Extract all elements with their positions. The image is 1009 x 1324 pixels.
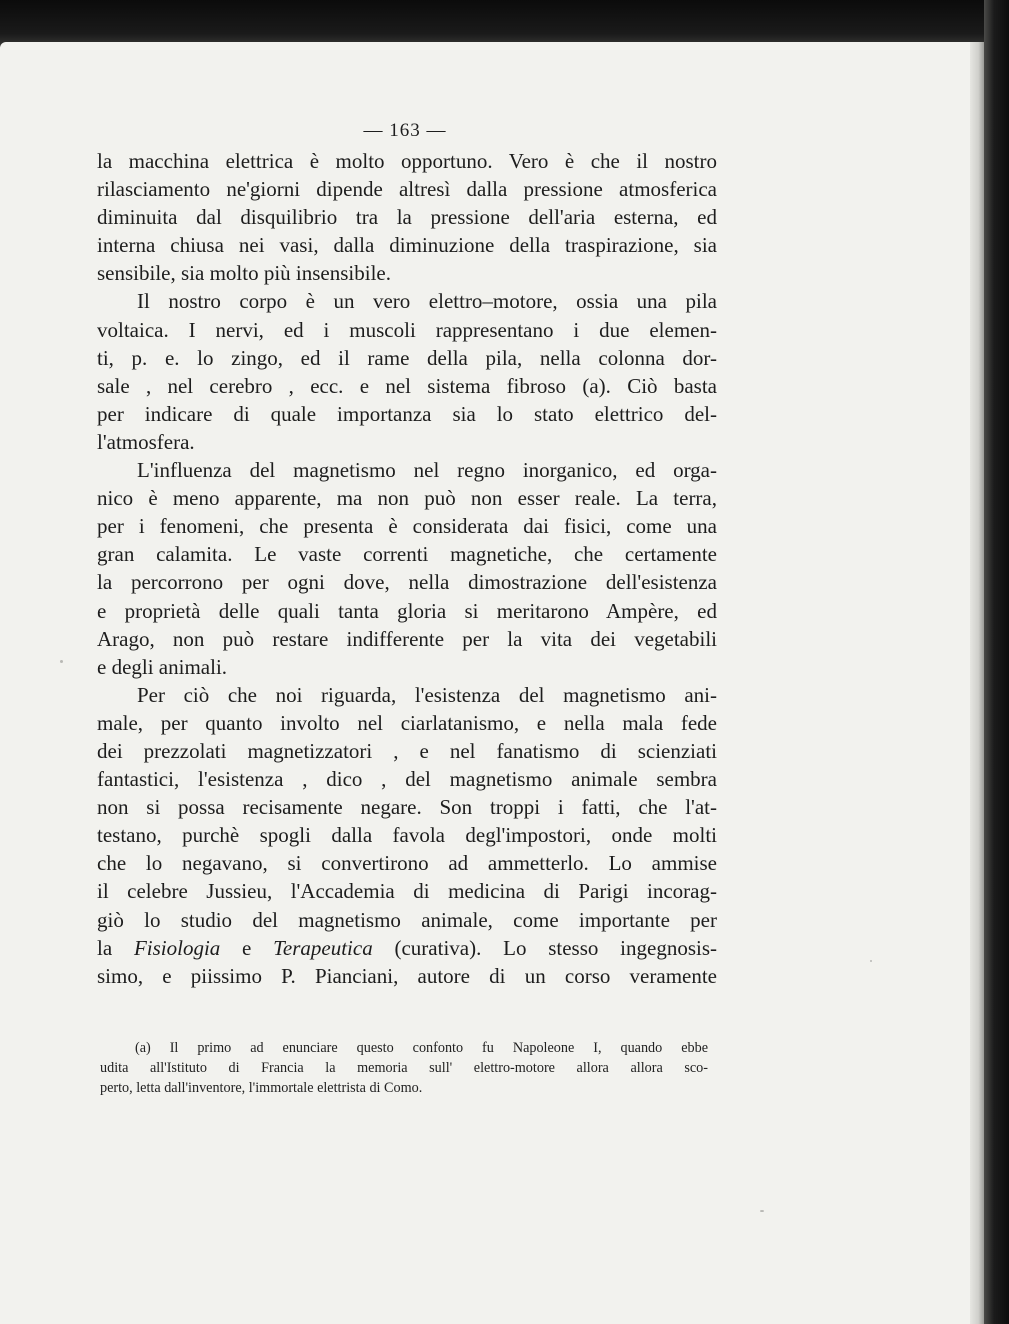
italic-term: Terapeutica [273,935,373,960]
scan-top-border [0,0,1009,48]
text-line: l'atmosfera. [97,429,195,454]
scan-speck [760,1210,764,1212]
text-line: L'influenza del magnetismo nel regno inorganico, ed orga- [137,458,717,483]
scan-speck [60,660,63,663]
footnote-line: perto, letta dall'inventore, l'immortale elettrista di Como. [100,1080,423,1096]
text-line: testano, purchè spogli dalla favola degl'impostori, onde molti [97,823,717,848]
text-line: e proprietà delle quali tanta gloria si meritarono Ampère, ed [97,598,717,623]
text-segment: la [97,935,134,960]
text-line: gran calamita. Le vaste correnti magnetiche, che certamente [97,542,717,567]
text-line: la percorrono per ogni dove, nella dimostrazione dell'esistenza [97,570,717,595]
text-line: diminuita dal disquilibrio tra la pressione dell'aria esterna, ed [97,205,717,230]
italic-term: Fisiologia [133,935,221,960]
text-line: giò lo studio del magnetismo animale, come importante per [97,907,717,932]
text-line: per i fenomeni, che presenta è considerata dai fisici, come una [97,514,717,539]
text-line: dei prezzolati magnetizzatori , e nel fanatismo di scienziati [97,738,717,763]
text-line: interna chiusa nei vasi, dalla diminuzione della traspirazione, sia [97,233,717,258]
page-edge-shadow [970,42,984,1324]
text-line: sensibile, sia molto più insensibile. [97,261,391,286]
text-line: che lo negavano, si convertirono ad ammetterlo. Lo ammise [97,851,717,876]
text-segment: (curativa). Lo stesso ingegnosis- [372,935,717,960]
scan-right-border [984,0,1009,1324]
text-line: per indicare di quale importanza sia lo stato elettrico del- [97,401,717,426]
text-line: la macchina elettrica è molto opportuno. Vero è che il nostro [97,149,717,173]
text-line: voltaica. I nervi, ed i muscoli rappresentano i due elemen- [97,317,717,342]
text-line-mixed [97,934,717,962]
footnote-line: (a) Il primo ad enunciare questo confonto fu Napoleone I, quando ebbe [135,1040,708,1056]
body-text [97,147,717,990]
text-line: non si possa recisamente negare. Son troppi i fatti, che l'at- [97,795,717,820]
text-line: il celebre Jussieu, l'Accademia di medicina di Parigi incorag- [97,879,717,904]
text-line: Arago, non può restare indifferente per la vita dei vegetabili [97,626,717,651]
page-number: — 163 — [363,120,447,141]
footnote [100,1038,708,1098]
text-line: fantastici, l'esistenza , dico , del magnetismo animale sembra [97,767,717,792]
text-line: Per ciò che noi riguarda, l'esistenza del magnetismo ani- [137,682,717,707]
text-line: male, per quanto involto nel ciarlatanismo, e nella mala fede [97,710,717,735]
text-segment: e [220,935,274,960]
text-line: rilasciamento ne'giorni dipende altresì dalla pressione atmosferica [97,177,717,202]
text-line: nico è meno apparente, ma non può non esser reale. La terra, [97,486,717,511]
text-line: ti, p. e. lo zingo, ed il rame della pila, nella colonna dor- [97,345,717,370]
text-line: Il nostro corpo è un vero elettro–motore, ossia una pila [137,289,717,314]
text-line: e degli animali. [97,654,228,679]
scan-speck [870,960,872,962]
text-line: simo, e piissimo P. Pianciani, autore di un corso veramente [97,963,717,988]
footnote-line: udita all'Istituto di Francia la memoria sull' elettro-motore allora allora sco- [100,1060,708,1076]
text-line: sale , nel cerebro , ecc. e nel sistema fibroso (a). Ciò basta [97,373,717,398]
